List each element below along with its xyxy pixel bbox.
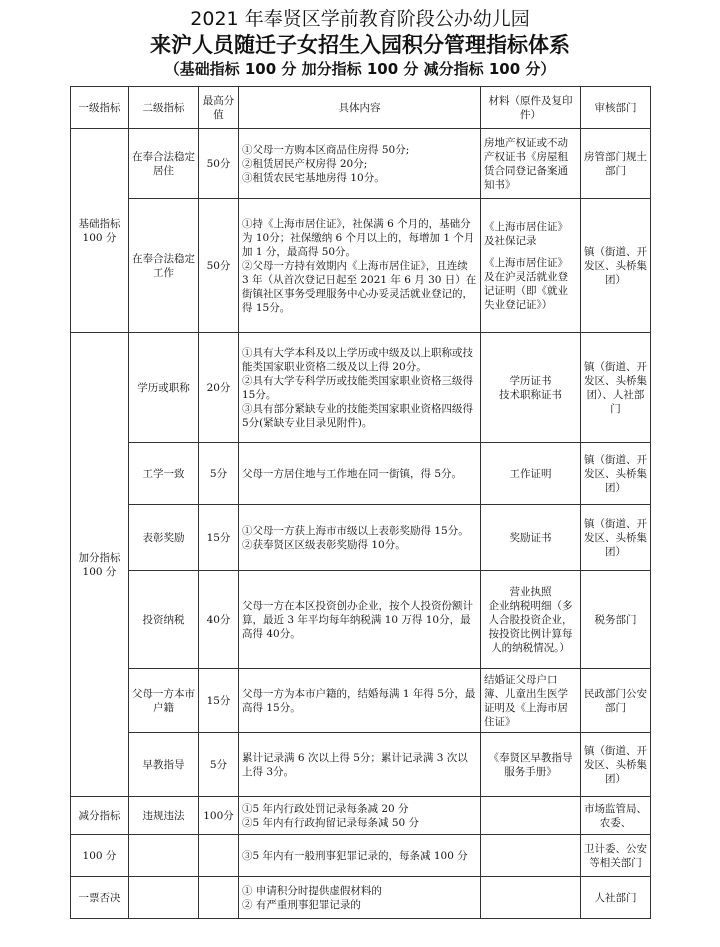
row-materials: 房地产权证或不动产权证书《房屋租赁合同登记备案通知书》 xyxy=(481,129,581,199)
empty-cell xyxy=(129,835,199,877)
row-materials: 结婚证父母户口簿、儿童出生医学证明及《上海市居住证》 xyxy=(481,669,581,733)
row-name: 在奉合法稳定工作 xyxy=(129,199,199,333)
row-dept: 镇（街道、开发区、头桥集团） xyxy=(581,733,651,797)
row-name: 在奉合法稳定居住 xyxy=(129,129,199,199)
row-name: 父母一方本市户籍 xyxy=(129,669,199,733)
row-name: 投资纳税 xyxy=(129,571,199,669)
group-deduct-score: 100 分 xyxy=(71,835,129,877)
row-score: 15分 xyxy=(199,505,239,571)
row-materials: 学历证书 技术职称证书 xyxy=(481,333,581,443)
empty-cell xyxy=(481,877,581,919)
row-dept: 卫计委、公安等相关部门 xyxy=(581,835,651,877)
indicator-table xyxy=(70,86,651,919)
row-content: ①5 年内行政处罚记录每条减 20 分 ②5 年内有行政拘留记录每条减 50 分 xyxy=(239,797,481,835)
table-header-row xyxy=(71,87,651,129)
row-dept: 镇（街道、开发区、头桥集团） xyxy=(581,505,651,571)
table-row xyxy=(71,505,651,571)
group-deduct-label: 减分指标 xyxy=(71,797,129,835)
row-content: ①父母一方获上海市市级以上表彰奖励得 15分。 ②获奉贤区区级表彰奖励得 10分。 xyxy=(239,505,481,571)
row-materials: 《奉贤区早教指导服务手册》 xyxy=(481,733,581,797)
table-row xyxy=(71,797,651,835)
row-content: 父母一方为本市户籍的，结婚每满 1 年得 5分，最高得 15分。 xyxy=(239,669,481,733)
row-score: 5分 xyxy=(199,733,239,797)
group-bonus-label: 加分指标 100 分 xyxy=(71,333,129,797)
row-name: 工学一致 xyxy=(129,443,199,505)
row-content: 父母一方在本区投资创办企业，按个人投资份额计算，最近 3 年平均每年纳税满 10 万得 10分，最高得 40分。 xyxy=(239,571,481,669)
empty-cell xyxy=(129,877,199,919)
row-score: 50分 xyxy=(199,129,239,199)
row-score: 20分 xyxy=(199,333,239,443)
row-dept: 人社部门 xyxy=(581,877,651,919)
title-line-1: 2021 年奉贤区学前教育阶段公办幼儿园 xyxy=(190,8,530,30)
header-content: 具体内容 xyxy=(239,87,481,129)
table-row xyxy=(71,129,651,199)
header-max-score: 最高分值 xyxy=(199,87,239,129)
group-basic-label: 基础指标 100 分 xyxy=(71,129,129,333)
row-content: ①具有大学本科及以上学历或中级及以上职称或技能类国家职业资格二级及以上得 20分。 ②具有大学专科学历或技能类国家职业资格三级得 15分。 ③具有部分紧缺专业的技能类国家职业资格四级得 5分(紧缺专业目录见附件)。 xyxy=(239,333,481,443)
row-score: 5分 xyxy=(199,443,239,505)
empty-cell xyxy=(199,877,239,919)
row-materials: 奖励证书 xyxy=(481,505,581,571)
title-block xyxy=(0,6,720,79)
row-name: 违规违法 xyxy=(129,797,199,835)
table-row xyxy=(71,877,651,919)
row-materials: 工作证明 xyxy=(481,443,581,505)
title-line-2: 来沪人员随迁子女招生入园积分管理指标体系 xyxy=(150,33,570,57)
group-veto-label: 一票否决 xyxy=(71,877,129,919)
table-row xyxy=(71,835,651,877)
row-content: 累计记录满 6 次以上得 5分；累计记录满 3 次以上得 3分。 xyxy=(239,733,481,797)
row-name: 早教指导 xyxy=(129,733,199,797)
title-line-3: （基础指标 100 分 加分指标 100 分 减分指标 100 分） xyxy=(164,60,556,78)
row-dept: 镇（街道、开发区、头桥集团） xyxy=(581,199,651,333)
row-materials xyxy=(481,797,581,835)
row-dept: 镇（街道、开发区、头桥集团） xyxy=(581,443,651,505)
table-row xyxy=(71,333,651,443)
table-row xyxy=(71,571,651,669)
table-row xyxy=(71,733,651,797)
row-dept: 房管部门规土部门 xyxy=(581,129,651,199)
row-score: 100分 xyxy=(199,797,239,835)
header-dept: 审核部门 xyxy=(581,87,651,129)
row-materials: 营业执照 企业纳税明细（多人合股投资企业，按投资比例计算每人的纳税情况。） xyxy=(481,571,581,669)
table-row xyxy=(71,669,651,733)
row-content: ① 申请积分时提供虚假材料的 ② 有严重刑事犯罪记录的 xyxy=(239,877,481,919)
row-dept: 税务部门 xyxy=(581,571,651,669)
row-score: 50分 xyxy=(199,199,239,333)
row-materials: 《上海市居住证》及社保记录 《上海市居住证》及在沪灵活就业登记证明（即《就业失业登记证》） xyxy=(481,199,581,333)
header-level2: 二级指标 xyxy=(129,87,199,129)
table-row xyxy=(71,199,651,333)
row-content: 父母一方居住地与工作地在同一街镇，得 5分。 xyxy=(239,443,481,505)
row-content: ①父母一方购本区商品住房得 50分; ②租赁居民产权房得 20分; ③租赁农民宅基地房得 10分。 xyxy=(239,129,481,199)
header-materials: 材料（原件及复印件） xyxy=(481,87,581,129)
table-row xyxy=(71,443,651,505)
row-content: ①持《上海市居住证》，社保满 6 个月的，基础分为 10分；社保缴纳 6 个月以上的，每增加 1 个月加 1 分，最高得 50分。 ②父母一方持有效期内《上海市居住证》，且连续 3 年（从首次登记日起至 2021 年 6 月 30 日）在街镇社区事务受理服务中心办妥灵活就业登记的，得 15分。 xyxy=(239,199,481,333)
row-dept: 市场监管局、农委、 xyxy=(581,797,651,835)
row-dept: 民政部门公安部门 xyxy=(581,669,651,733)
row-score: 40分 xyxy=(199,571,239,669)
header-level1: 一级指标 xyxy=(71,87,129,129)
row-content: ③5 年内有一般刑事犯罪记录的，每条减 100 分 xyxy=(239,835,481,877)
empty-cell xyxy=(199,835,239,877)
empty-cell xyxy=(481,835,581,877)
row-name: 表彰奖励 xyxy=(129,505,199,571)
row-score: 15分 xyxy=(199,669,239,733)
row-name: 学历或职称 xyxy=(129,333,199,443)
row-dept: 镇（街道、开发区、头桥集团）、人社部门 xyxy=(581,333,651,443)
